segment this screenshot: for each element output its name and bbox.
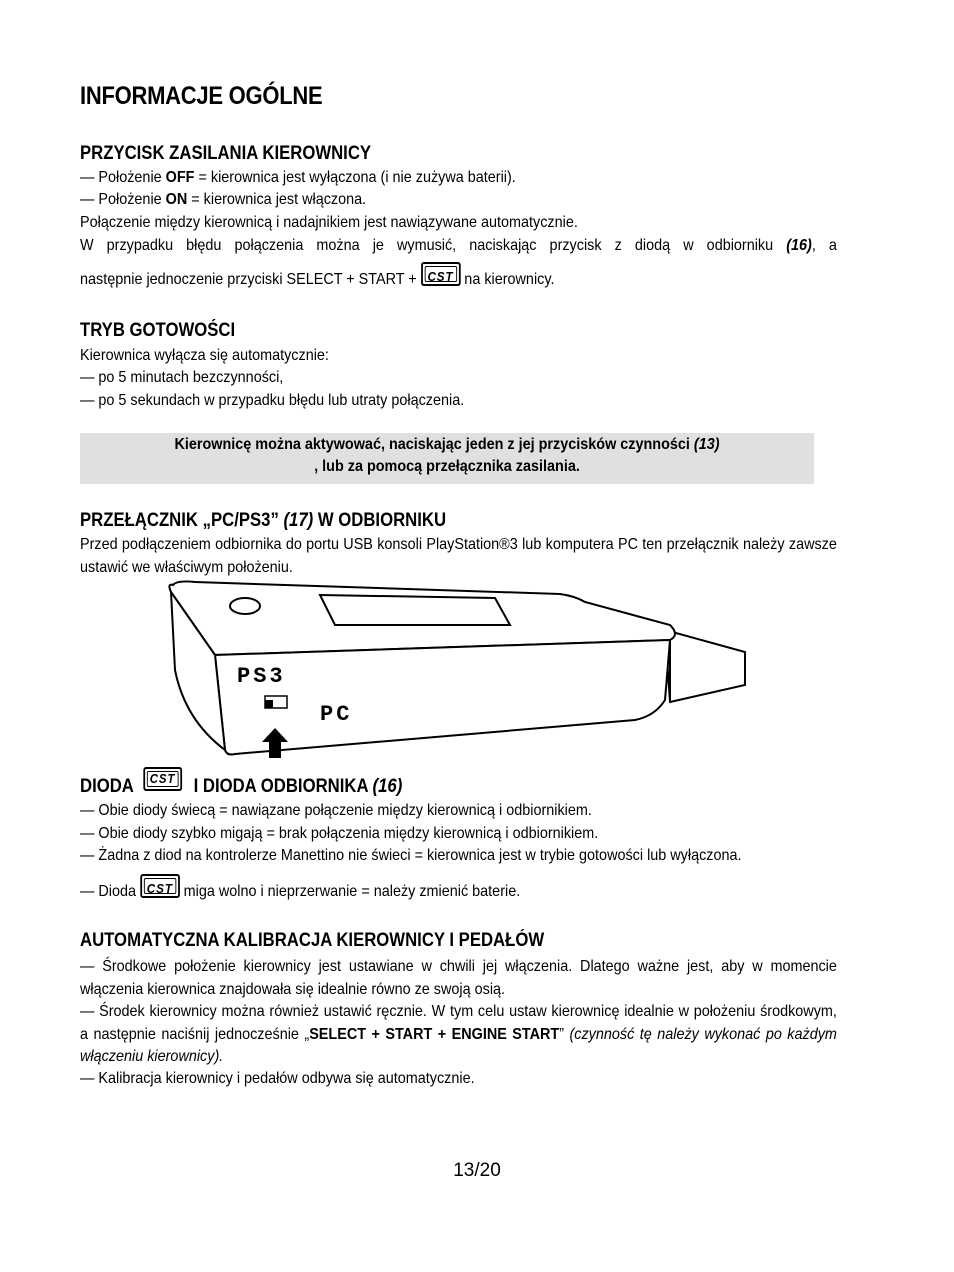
cst-icon: CST	[140, 874, 180, 898]
calibration-para-2: — Środek kierownicy można również ustawić ręcznie. W tym celu ustaw kierownicę idealnie w położeniu środkowym, a następnie naciśnij jednocześnie „SELECT + START + ENGINE START” (czynność tę należy wykonać po każdym włączeniu kierownicy).	[80, 1003, 837, 1065]
diode-line-4: — Dioda CST miga wolno i nieprzerwanie = należy zmienić baterie.	[80, 880, 520, 904]
section-heading-power: PRZYCISK ZASILANIA KIEROWNICY	[80, 143, 372, 164]
note-line-2: , lub za pomocą przełącznika zasilania.	[314, 458, 580, 475]
calibration-para-1: — Środkowe położenie kierownicy jest ustawiane w chwili jej włączenia. Dlatego ważne jest, aby w momencie włączenia kierownica znajdowała się idealnie równo ze swoją osią.	[80, 958, 837, 998]
section-heading-standby: TRYB GOTOWOŚCI	[80, 320, 236, 341]
cst-icon: CST	[421, 262, 461, 286]
power-off-line: — Położenie OFF = kierownica jest wyłączona (i nie zużywa baterii).	[80, 169, 516, 186]
connection-buttons-line: następnie jednoczenie przyciski SELECT + START + CST na kierownicy.	[80, 268, 554, 292]
section-heading-switch: PRZEŁĄCZNIK „PC/PS3” (17) W ODBIORNIKU	[80, 510, 447, 531]
power-on-line: — Położenie ON = kierownica jest włączona.	[80, 191, 367, 208]
note-box	[80, 433, 814, 484]
connection-auto-line: Połączenie między kierownicą i nadajnikiem jest nawiązywane automatycznie.	[80, 214, 578, 231]
note-line-1: Kierownicę można aktywować, naciskając jeden z jej przycisków czynności (13)	[174, 436, 720, 453]
cst-icon: CST	[143, 767, 182, 791]
diode-line-2: — Obie diody szybko migają = brak połączenia między kierownicą i odbiornikiem.	[80, 825, 599, 842]
switch-description: Przed podłączeniem odbiornika do portu USB konsoli PlayStation®3 lub komputera PC ten przełącznik należy zawsze ustawić we właściwym położeniu.	[80, 536, 837, 576]
section-heading-diodes: DIODA CST I DIODA ODBIORNIKA (16)	[80, 775, 402, 799]
standby-line-1: Kierownica wyłącza się automatycznie:	[80, 347, 329, 364]
connection-error-line: W przypadku błędu połączenia można je wymusić, naciskając przycisk z diodą w odbiorniku (16), a	[80, 237, 837, 254]
page-title: INFORMACJE OGÓLNE	[80, 82, 323, 110]
section-heading-calibration: AUTOMATYCZNA KALIBRACJA KIEROWNICY I PEDAŁÓW	[80, 930, 545, 951]
calibration-para-3: — Kalibracja kierownicy i pedałów odbywa się automatycznie.	[80, 1070, 475, 1087]
standby-line-2: — po 5 minutach bezczynności,	[80, 369, 284, 386]
page-number: 13/20	[453, 1160, 501, 1181]
standby-line-3: — po 5 sekundach w przypadku błędu lub utraty połączenia.	[80, 392, 465, 409]
diode-line-3: — Żadna z diod na kontrolerze Manettino nie świeci = kierownica jest w trybie gotowości lub wyłączona.	[80, 847, 742, 864]
ps3-label: PS3	[237, 664, 286, 689]
pc-label: PC	[320, 702, 353, 727]
diode-line-1: — Obie diody świecą = nawiązane połączenie między kierownicą i odbiornikiem.	[80, 802, 592, 819]
receiver-illustration	[165, 580, 755, 760]
